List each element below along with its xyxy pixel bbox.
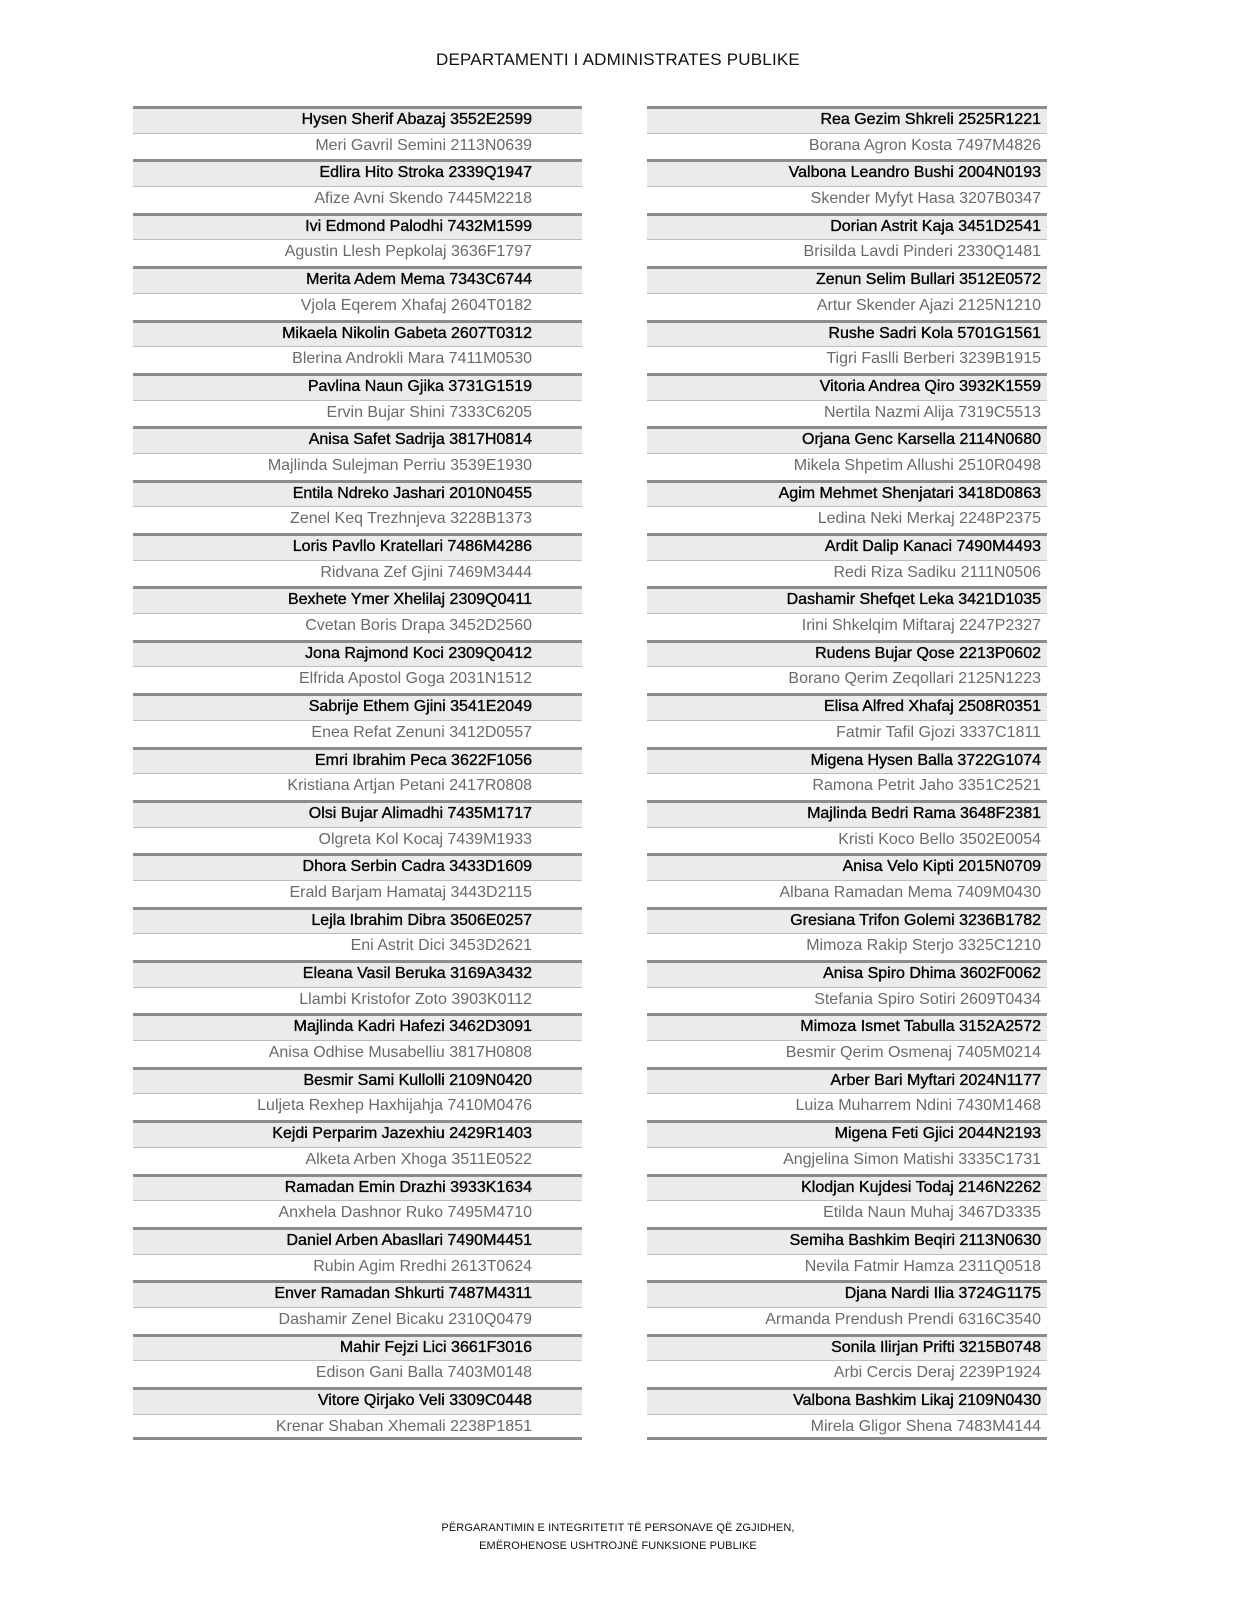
list-item-label: Dorian Astrit Kaja 3451D2541 bbox=[830, 217, 1041, 235]
list-item-label: Mahir Fejzi Lici 3661F3016 bbox=[339, 1338, 532, 1356]
list-item bbox=[647, 106, 1047, 133]
list-item-label: Emri Ibrahim Peca 3622F1056 bbox=[315, 751, 532, 769]
list-item bbox=[647, 1200, 1047, 1227]
list-item-label: Cvetan Boris Drapa 3452D2560 bbox=[305, 617, 532, 635]
list-item bbox=[133, 666, 582, 693]
list-item-label: Entila Ndreko Jashari 2010N0455 bbox=[292, 484, 532, 502]
list-item bbox=[133, 133, 582, 160]
list-item-label: Jona Rajmond Koci 2309Q0412 bbox=[305, 644, 532, 662]
list-item-label: Agim Mehmet Shenjatari 3418D0863 bbox=[778, 484, 1041, 502]
list-item bbox=[647, 239, 1047, 266]
list-item-label: Vitoria Andrea Qiro 3932K1559 bbox=[819, 377, 1041, 395]
list-item bbox=[647, 1254, 1047, 1281]
list-item-label: Zenun Selim Bullari 3512E0572 bbox=[815, 271, 1041, 289]
list-item bbox=[133, 480, 582, 507]
list-item-label: Valbona Bashkim Likaj 2109N0430 bbox=[793, 1392, 1041, 1409]
list-item-label: Luljeta Rexhep Haxhijahja 7410M0476 bbox=[257, 1097, 532, 1115]
list-item bbox=[133, 1200, 582, 1227]
list-item bbox=[647, 1280, 1047, 1307]
list-item-label: Ridvana Zef Gjini 7469M3444 bbox=[320, 563, 532, 581]
list-item bbox=[133, 1174, 582, 1201]
list-item-label: Djana Nardi Ilia 3724G1175 bbox=[844, 1285, 1041, 1303]
list-item-label: Olgreta Kol Kocaj 7439M1933 bbox=[318, 830, 532, 848]
list-item-label: Ivi Edmond Palodhi 7432M1599 bbox=[305, 217, 532, 235]
list-item bbox=[133, 880, 582, 907]
list-item bbox=[133, 987, 582, 1014]
list-item bbox=[647, 426, 1047, 453]
list-item bbox=[647, 1307, 1047, 1334]
list-item bbox=[133, 1040, 582, 1067]
list-item bbox=[133, 773, 582, 800]
list-item bbox=[647, 747, 1047, 774]
footer-line-2: EMËROHENOSE USHTROJNË FUNKSIONE PUBLIKE bbox=[479, 1540, 757, 1552]
list-item-label: Vjola Eqerem Xhafaj 2604T0182 bbox=[300, 296, 532, 314]
list-item-label: Enver Ramadan Shkurti 7487M4311 bbox=[274, 1285, 532, 1303]
list-item-label: Rea Gezim Shkreli 2525R1221 bbox=[820, 111, 1041, 128]
list-item bbox=[647, 907, 1047, 934]
list-item bbox=[133, 613, 582, 640]
list-item bbox=[133, 827, 582, 854]
list-item-label: Dashamir Shefqet Leka 3421D1035 bbox=[786, 591, 1041, 609]
list-item bbox=[647, 1387, 1047, 1414]
list-item-label: Rudens Bujar Qose 2213P0602 bbox=[815, 644, 1041, 662]
list-item bbox=[647, 1360, 1047, 1387]
list-item bbox=[647, 933, 1047, 960]
list-item-label: Artur Skender Ajazi 2125N1210 bbox=[816, 296, 1041, 314]
list-item-label: Angjelina Simon Matishi 3335C1731 bbox=[783, 1150, 1041, 1168]
list-item-label: Enea Refat Zenuni 3412D0557 bbox=[311, 723, 532, 741]
list-item-label: Zenel Keq Trezhnjeva 3228B1373 bbox=[290, 510, 532, 528]
list-item bbox=[133, 346, 582, 373]
list-item bbox=[133, 1280, 582, 1307]
list-item bbox=[133, 1093, 582, 1120]
footer-line-1: PËRGARANTIMIN E INTEGRITETIT TË PERSONAVE QË ZGJIDHEN, bbox=[441, 1522, 795, 1534]
list-item bbox=[647, 480, 1047, 507]
list-item-label: Hysen Sherif Abazaj 3552E2599 bbox=[301, 111, 532, 128]
list-item-label: Sabrije Ethem Gjini 3541E2049 bbox=[308, 698, 532, 716]
list-item bbox=[647, 293, 1047, 320]
list-item bbox=[133, 533, 582, 560]
list-item bbox=[647, 1013, 1047, 1040]
list-item bbox=[647, 320, 1047, 347]
list-item-label: Llambi Kristofor Zoto 3903K0112 bbox=[299, 990, 532, 1008]
list-item bbox=[647, 533, 1047, 560]
list-item bbox=[133, 853, 582, 880]
list-item bbox=[647, 1174, 1047, 1201]
list-item bbox=[647, 186, 1047, 213]
list-item bbox=[133, 239, 582, 266]
list-item bbox=[647, 693, 1047, 720]
list-item bbox=[647, 586, 1047, 613]
footer bbox=[0, 1519, 1236, 1555]
list-item-label: Blerina Androkli Mara 7411M0530 bbox=[292, 350, 532, 368]
list-item bbox=[133, 453, 582, 480]
list-item bbox=[133, 586, 582, 613]
list-item bbox=[133, 400, 582, 427]
list-item-label: Skender Myfyt Hasa 3207B0347 bbox=[810, 190, 1041, 208]
list-item bbox=[133, 1120, 582, 1147]
list-item bbox=[647, 560, 1047, 587]
list-item-label: Kristi Koco Bello 3502E0054 bbox=[838, 830, 1041, 848]
list-item-label: Daniel Arben Abasllari 7490M4451 bbox=[286, 1231, 532, 1249]
list-item-label: Anxhela Dashnor Ruko 7495M4710 bbox=[278, 1204, 532, 1222]
list-item bbox=[647, 400, 1047, 427]
list-item-label: Armanda Prendush Prendi 6316C3540 bbox=[765, 1310, 1041, 1328]
list-item-label: Dhora Serbin Cadra 3433D1609 bbox=[302, 858, 532, 876]
list-item-label: Mikela Shpetim Allushi 2510R0498 bbox=[793, 456, 1041, 474]
list-item bbox=[133, 1147, 582, 1174]
list-item-label: Merita Adem Mema 7343C6744 bbox=[306, 271, 532, 289]
list-item-label: Alketa Arben Xhoga 3511E0522 bbox=[305, 1150, 532, 1168]
list-item bbox=[133, 293, 582, 320]
list-item bbox=[647, 266, 1047, 293]
list-item-label: Brisilda Lavdi Pinderi 2330Q1481 bbox=[803, 243, 1041, 261]
list-item-label: Meri Gavril Semini 2113N0639 bbox=[315, 136, 532, 154]
list-item-label: Mikaela Nikolin Gabeta 2607T0312 bbox=[282, 324, 532, 342]
list-item-label: Agustin Llesh Pepkolaj 3636F1797 bbox=[284, 243, 532, 261]
list-item-label: Rushe Sadri Kola 5701G1561 bbox=[828, 324, 1041, 342]
list-item bbox=[133, 320, 582, 347]
list-item bbox=[647, 827, 1047, 854]
list-item-label: Ervin Bujar Shini 7333C6205 bbox=[326, 403, 532, 421]
list-item-label: Bexhete Ymer Xhelilaj 2309Q0411 bbox=[287, 591, 532, 609]
list-item-label: Migena Feti Gjici 2044N2193 bbox=[834, 1125, 1041, 1143]
list-item-label: Semiha Bashkim Beqiri 2113N0630 bbox=[789, 1231, 1041, 1249]
list-item-label: Krenar Shaban Xhemali 2238P1851 bbox=[275, 1417, 532, 1435]
list-item-label: Olsi Bujar Alimadhi 7435M1717 bbox=[308, 804, 532, 822]
list-item bbox=[133, 907, 582, 934]
list-item-label: Erald Barjam Hamataj 3443D2115 bbox=[289, 883, 532, 901]
list-item bbox=[133, 106, 582, 133]
list-item-label: Albana Ramadan Mema 7409M0430 bbox=[779, 883, 1041, 901]
list-item-label: Majlinda Kadri Hafezi 3462D3091 bbox=[293, 1018, 532, 1036]
list-item-label: Anisa Odhise Musabelliu 3817H0808 bbox=[268, 1044, 532, 1062]
list-item-label: Gresiana Trifon Golemi 3236B1782 bbox=[790, 911, 1041, 929]
list-item bbox=[133, 640, 582, 667]
list-item-label: Arbi Cercis Deraj 2239P1924 bbox=[833, 1364, 1041, 1382]
list-item-label: Lejla Ibrahim Dibra 3506E0257 bbox=[311, 911, 532, 929]
list-item bbox=[133, 1013, 582, 1040]
list-item-label: Ramona Petrit Jaho 3351C2521 bbox=[812, 777, 1041, 795]
list-item bbox=[647, 853, 1047, 880]
list-item-label: Kristiana Artjan Petani 2417R0808 bbox=[287, 777, 532, 795]
list-item bbox=[647, 666, 1047, 693]
list-item bbox=[647, 1120, 1047, 1147]
list-item-label: Afize Avni Skendo 7445M2218 bbox=[314, 190, 532, 208]
list-item-label: Ardit Dalip Kanaci 7490M4493 bbox=[824, 538, 1041, 555]
list-item-label: Redi Riza Sadiku 2111N0506 bbox=[833, 563, 1041, 581]
list-item-label: Dashamir Zenel Bicaku 2310Q0479 bbox=[278, 1310, 532, 1328]
list-item-label: Sonila Ilirjan Prifti 3215B0748 bbox=[831, 1338, 1041, 1356]
list-item bbox=[133, 506, 582, 533]
list-item-label: Loris Pavllo Kratellari 7486M4286 bbox=[292, 538, 532, 555]
list-item bbox=[133, 933, 582, 960]
list-item bbox=[133, 266, 582, 293]
list-item bbox=[647, 133, 1047, 160]
list-item bbox=[133, 747, 582, 774]
list-item bbox=[647, 346, 1047, 373]
list-item-label: Tigri Faslli Berberi 3239B1915 bbox=[826, 350, 1041, 368]
list-item-label: Mirela Gligor Shena 7483M4144 bbox=[810, 1417, 1041, 1435]
list-item bbox=[647, 720, 1047, 747]
list-item bbox=[647, 773, 1047, 800]
list-item-label: Nevila Fatmir Hamza 2311Q0518 bbox=[804, 1257, 1041, 1275]
list-item bbox=[647, 1067, 1047, 1094]
list-item-label: Anisa Spiro Dhima 3602F0062 bbox=[823, 965, 1041, 982]
list-item bbox=[647, 1334, 1047, 1361]
list-item-label: Eleana Vasil Beruka 3169A3432 bbox=[302, 965, 532, 982]
list-item bbox=[133, 1227, 582, 1254]
list-item bbox=[133, 373, 582, 400]
list-item bbox=[647, 987, 1047, 1014]
list-item bbox=[133, 1067, 582, 1094]
list-item-label: Anisa Safet Sadrija 3817H0814 bbox=[308, 431, 532, 449]
list-item bbox=[133, 1387, 582, 1414]
list-item-label: Kejdi Perparim Jazexhiu 2429R1403 bbox=[272, 1125, 532, 1143]
list-item bbox=[647, 1227, 1047, 1254]
list-item bbox=[133, 159, 582, 186]
list-item-label: Borano Qerim Zeqollari 2125N1223 bbox=[788, 670, 1041, 688]
list-item-label: Klodjan Kujdesi Todaj 2146N2262 bbox=[801, 1178, 1041, 1196]
list-item bbox=[133, 693, 582, 720]
list-item bbox=[133, 1254, 582, 1281]
list-item bbox=[647, 1040, 1047, 1067]
list-item bbox=[647, 960, 1047, 987]
list-item-label: Anisa Velo Kipti 2015N0709 bbox=[842, 858, 1041, 876]
list-item bbox=[133, 720, 582, 747]
list-item bbox=[647, 800, 1047, 827]
right-name-list bbox=[647, 106, 1047, 1440]
list-item-label: Elfrida Apostol Goga 2031N1512 bbox=[298, 670, 532, 688]
list-item bbox=[647, 159, 1047, 186]
list-item bbox=[133, 213, 582, 240]
list-item-label: Ledina Neki Merkaj 2248P2375 bbox=[817, 510, 1041, 528]
list-item-label: Luiza Muharrem Ndini 7430M1468 bbox=[795, 1097, 1041, 1115]
list-item bbox=[647, 1147, 1047, 1174]
list-item bbox=[133, 800, 582, 827]
list-item bbox=[133, 1307, 582, 1334]
list-item bbox=[647, 1093, 1047, 1120]
list-item bbox=[133, 960, 582, 987]
list-item bbox=[133, 186, 582, 213]
list-item bbox=[647, 506, 1047, 533]
list-item-label: Rubin Agim Rredhi 2613T0624 bbox=[313, 1257, 532, 1275]
list-item-label: Ramadan Emin Drazhi 3933K1634 bbox=[284, 1178, 532, 1196]
list-item-label: Vitore Qirjako Veli 3309C0448 bbox=[317, 1392, 532, 1409]
list-item-label: Stefania Spiro Sotiri 2609T0434 bbox=[814, 990, 1041, 1008]
list-item-label: Arber Bari Myftari 2024N1177 bbox=[830, 1071, 1041, 1089]
left-name-list bbox=[133, 106, 582, 1440]
list-item-label: Mimoza Ismet Tabulla 3152A2572 bbox=[800, 1018, 1041, 1036]
list-item-label: Eni Astrit Dici 3453D2621 bbox=[350, 937, 532, 955]
page-title: DEPARTAMENTI I ADMINISTRATES PUBLIKE bbox=[436, 50, 800, 69]
list-item bbox=[133, 1360, 582, 1387]
list-item bbox=[133, 426, 582, 453]
list-item bbox=[647, 613, 1047, 640]
list-item-label: Orjana Genc Karsella 2114N0680 bbox=[802, 431, 1041, 449]
list-item bbox=[647, 1414, 1047, 1441]
list-item-label: Majlinda Bedri Rama 3648F2381 bbox=[807, 804, 1041, 822]
list-item-label: Besmir Qerim Osmenaj 7405M0214 bbox=[785, 1044, 1041, 1062]
list-item bbox=[647, 640, 1047, 667]
list-item-label: Valbona Leandro Bushi 2004N0193 bbox=[788, 164, 1041, 182]
list-item bbox=[647, 213, 1047, 240]
list-item bbox=[133, 1414, 582, 1441]
list-item-label: Migena Hysen Balla 3722G1074 bbox=[810, 751, 1041, 769]
list-item-label: Majlinda Sulejman Perriu 3539E1930 bbox=[267, 456, 532, 474]
list-item-label: Borana Agron Kosta 7497M4826 bbox=[808, 136, 1041, 154]
list-item-label: Nertila Nazmi Alija 7319C5513 bbox=[824, 403, 1041, 421]
list-item bbox=[133, 1334, 582, 1361]
list-item-label: Fatmir Tafil Gjozi 3337C1811 bbox=[836, 723, 1041, 741]
list-item bbox=[133, 560, 582, 587]
list-item-label: Irini Shkelqim Miftaraj 2247P2327 bbox=[801, 617, 1041, 635]
list-item-label: Besmir Sami Kullolli 2109N0420 bbox=[303, 1071, 532, 1089]
list-item-label: Mimoza Rakip Sterjo 3325C1210 bbox=[806, 937, 1041, 955]
list-item-label: Pavlina Naun Gjika 3731G1519 bbox=[307, 377, 532, 395]
list-item-label: Elisa Alfred Xhafaj 2508R0351 bbox=[823, 698, 1041, 716]
list-item-label: Edison Gani Balla 7403M0148 bbox=[315, 1364, 532, 1382]
list-item bbox=[647, 880, 1047, 907]
list-item bbox=[647, 373, 1047, 400]
list-item bbox=[647, 453, 1047, 480]
list-item-label: Edlira Hito Stroka 2339Q1947 bbox=[319, 164, 532, 182]
list-item-label: Etilda Naun Muhaj 3467D3335 bbox=[823, 1204, 1041, 1222]
